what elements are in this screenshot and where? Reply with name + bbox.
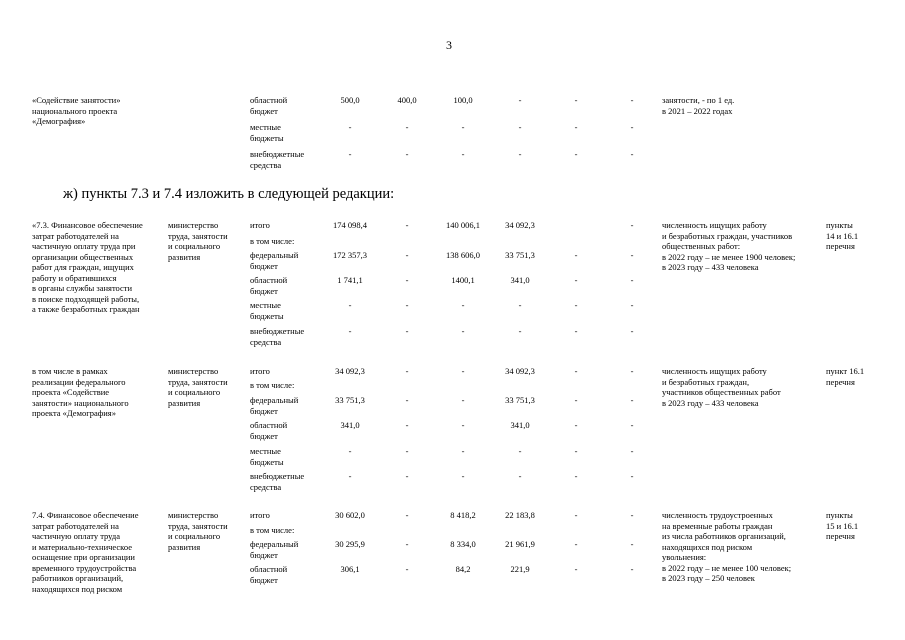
amount-cell: 30 602,0 [335,510,365,520]
funding-source-label: областной [250,95,288,105]
funding-source-label: внебюджетные [250,149,305,159]
indicator-text: в 2021 – 2022 годах [662,105,733,116]
funding-source-label: средства [250,481,282,492]
program-item-name: организации общественных [32,251,134,262]
amount-cell: - [461,122,465,132]
amount-cell: - [630,300,634,310]
amount-cell: - [518,300,522,310]
amount-cell: 34 092,3 [335,366,365,376]
amount-cell: - [461,420,465,430]
amount-cell: - [405,564,409,574]
funding-source-label: бюджет [250,430,278,441]
funding-source-label: бюджет [250,285,278,296]
amount-cell: 174 098,4 [333,220,367,230]
amount-cell: - [405,366,409,376]
amount-cell: - [461,446,465,456]
amount-cell: - [630,220,634,230]
amount-cell: 1400,1 [451,275,475,285]
amount-cell: - [405,275,409,285]
funding-source-label: итого [250,510,270,520]
amount-cell: 100,0 [453,95,473,105]
reference-points: пункты [826,220,853,230]
indicator-text: в 2023 году – 433 человека [662,397,759,408]
indicator-text: в 2023 году – 433 человека [662,262,759,272]
amount-cell: - [348,326,352,336]
program-item-name: «7.3. Финансовое обеспечение [32,220,143,230]
funding-source-label: в том числе: [250,236,295,246]
reference-points: перечня [826,376,855,387]
amount-cell: 22 183,8 [505,510,535,520]
indicator-text: занятости, - по 1 ед. [662,95,735,105]
indicator-text: общественных работ: [662,241,741,251]
amendment-heading: ж) пункты 7.3 и 7.4 изложить в следующей редакции: [63,186,395,202]
amount-cell: 84,2 [455,564,471,574]
amount-cell: - [630,366,634,376]
executor-text: и социального [168,387,221,397]
executor-text: и социального [168,531,221,541]
amount-cell: - [348,149,352,159]
amount-cell: - [405,539,409,549]
funding-source-label: внебюджетные [250,471,305,481]
program-item-name: затрат работодателей на [32,230,119,241]
amount-cell: - [630,446,634,456]
executor-text: труда, занятости [168,376,228,387]
executor-text: труда, занятости [168,230,228,241]
amount-cell: - [574,275,578,285]
amount-cell: 400,0 [397,95,417,105]
amount-cell: 1 741,1 [337,275,363,285]
amount-cell: - [574,446,578,456]
amount-cell: 140 006,1 [446,220,480,230]
amount-cell: - [405,250,409,260]
reference-points: перечня [826,531,855,541]
indicator-text: численность ищущих работу [662,220,767,230]
amount-cell: - [405,420,409,430]
amount-cell: - [630,122,634,132]
amount-cell: - [405,446,409,456]
funding-source-label: бюджет [250,549,278,560]
amount-cell: 138 606,0 [446,250,480,260]
amount-cell: - [630,564,634,574]
amount-cell: - [574,395,578,405]
funding-source-label: федеральный [250,539,299,549]
funding-source-label: бюджет [250,574,278,585]
amount-cell: - [348,122,352,132]
amount-cell: - [574,122,578,132]
amount-cell: - [348,300,352,310]
amount-cell: - [630,420,634,430]
amount-cell: 172 357,3 [333,250,367,260]
amount-cell: - [518,149,522,159]
amount-cell: - [461,366,465,376]
amount-cell: - [574,326,578,336]
program-item-name: в том числе в рамках [32,366,108,376]
amount-cell: - [574,95,578,105]
indicator-text: в 2022 году – не менее 100 человек; [662,562,792,573]
amount-cell: - [405,149,409,159]
program-item-name: реализации федерального [32,376,126,387]
reference-points: пункты [826,510,853,520]
amount-cell: 34 092,3 [505,220,535,230]
amount-cell: - [574,420,578,430]
funding-source-label: местные [250,122,281,132]
amount-cell: - [461,326,465,336]
program-item-name: в органы службы занятости [32,283,133,293]
funding-source-label: бюджет [250,260,278,271]
executor-text: труда, занятости [168,520,228,531]
amount-cell: - [405,395,409,405]
funding-source-label: федеральный [250,395,299,405]
amount-cell: - [574,471,578,481]
reference-points: 14 и 16.1 [826,230,859,241]
program-item-name: работ для граждан, ищущих [32,262,134,272]
amount-cell: - [630,539,634,549]
indicator-text: на временные работы граждан [662,520,773,531]
funding-source-label: федеральный [250,250,299,260]
amount-cell: - [518,446,522,456]
amount-cell: 30 295,9 [335,539,365,549]
funding-source-label: областной [250,564,288,574]
amount-cell: - [630,395,634,405]
funding-source-label: бюджеты [250,132,284,143]
program-item-name: занятости» национального [32,397,129,408]
funding-source-label: внебюджетные [250,326,305,336]
reference-points: перечня [826,241,855,251]
funding-source-label: средства [250,159,282,170]
amount-cell: - [574,149,578,159]
amount-cell: - [630,471,634,481]
program-item-name: а также безработных граждан [32,304,140,314]
page-number: 3 [446,38,452,52]
program-item-name: национального проекта [32,105,118,116]
program-item-name: «Демография» [32,116,86,126]
executor-text: министерство [168,510,219,520]
amount-cell: 8 334,0 [450,539,476,549]
indicator-text: участников общественных работ [662,387,781,397]
amount-cell: 33 751,3 [335,395,365,405]
program-item-name: находящихся под риском [32,583,123,594]
amount-cell: - [518,471,522,481]
amount-cell: - [630,95,634,105]
executor-text: развития [168,397,201,408]
funding-source-label: в том числе: [250,380,295,390]
amount-cell: 8 418,2 [450,510,476,520]
amount-cell: 341,0 [340,420,360,430]
amount-cell: - [405,220,409,230]
amount-cell: 33 751,3 [505,250,535,260]
funding-source-label: бюджет [250,405,278,416]
amount-cell: - [461,471,465,481]
amount-cell: - [461,300,465,310]
funding-source-label: бюджеты [250,310,284,321]
program-item-name: затрат работодателей на [32,520,119,531]
amount-cell: - [405,510,409,520]
amount-cell: - [348,446,352,456]
amount-cell: 221,9 [510,564,530,574]
indicator-text: численность ищущих работу [662,366,767,376]
program-item-name: и материально-техническое [32,541,133,552]
funding-source-label: областной [250,275,288,285]
funding-source-label: областной [250,420,288,430]
program-item-name: оснащение при организации [32,552,135,562]
amount-cell: - [574,366,578,376]
amount-cell: - [348,471,352,481]
executor-text: развития [168,541,201,552]
program-item-name: временного трудоустройства [32,562,137,573]
amount-cell: - [630,275,634,285]
program-item-name: частичную оплату труда при [32,241,136,251]
amount-cell: - [518,95,522,105]
executor-text: и социального [168,241,221,251]
amount-cell: - [405,300,409,310]
program-item-name: работников организаций, [32,573,124,583]
reference-points: пункт 16.1 [826,366,865,376]
funding-source-label: бюджеты [250,456,284,467]
indicator-text: из числа работников организаций, [662,531,786,541]
amount-cell: - [405,326,409,336]
indicator-text: в 2022 году – не менее 1900 человек; [662,251,796,262]
amount-cell: - [630,250,634,260]
program-item-name: 7.4. Финансовое обеспечение [32,510,139,520]
amount-cell: - [574,539,578,549]
program-item-name: частичную оплату труда [32,531,120,541]
funding-source-label: средства [250,336,282,347]
amount-cell: 341,0 [510,420,530,430]
amount-cell: 34 092,3 [505,366,535,376]
amount-cell: - [461,149,465,159]
amount-cell: - [574,564,578,574]
amount-cell: - [574,250,578,260]
reference-points: 15 и 16.1 [826,520,859,531]
program-item-name: в поиске подходящей работы, [32,293,140,304]
funding-source-label: в том числе: [250,525,295,535]
amount-cell: 500,0 [340,95,360,105]
amount-cell: - [630,326,634,336]
funding-source-label: местные [250,300,281,310]
indicator-text: и безработных граждан, участников [662,230,793,241]
funding-source-label: бюджет [250,105,278,116]
funding-source-label: итого [250,220,270,230]
amount-cell: - [574,510,578,520]
funding-source-label: итого [250,366,270,376]
indicator-text: численность трудоустроенных [662,510,773,520]
program-item-name: проекта «Содействие [32,387,110,397]
indicator-text: и безработных граждан, [662,376,750,387]
amount-cell: 21 961,9 [505,539,535,549]
amount-cell: - [630,510,634,520]
program-item-name: работу и обратившихся [32,272,117,283]
amount-cell: - [630,149,634,159]
indicator-text: увольнения: [662,552,707,562]
executor-text: министерство [168,220,219,230]
amount-cell: - [405,471,409,481]
amount-cell: - [461,395,465,405]
funding-source-label: местные [250,446,281,456]
indicator-text: находящихся под риском [662,541,753,552]
amount-cell: - [518,326,522,336]
executor-text: развития [168,251,201,262]
amount-cell: 33 751,3 [505,395,535,405]
executor-text: министерство [168,366,219,376]
amount-cell: - [518,122,522,132]
amount-cell: - [574,300,578,310]
program-item-name: «Содействие занятости» [32,95,121,105]
amount-cell: 306,1 [340,564,360,574]
amount-cell: - [405,122,409,132]
amount-cell: 341,0 [510,275,530,285]
program-item-name: проекта «Демография» [32,408,116,418]
indicator-text: в 2023 году – 250 человек [662,573,755,583]
